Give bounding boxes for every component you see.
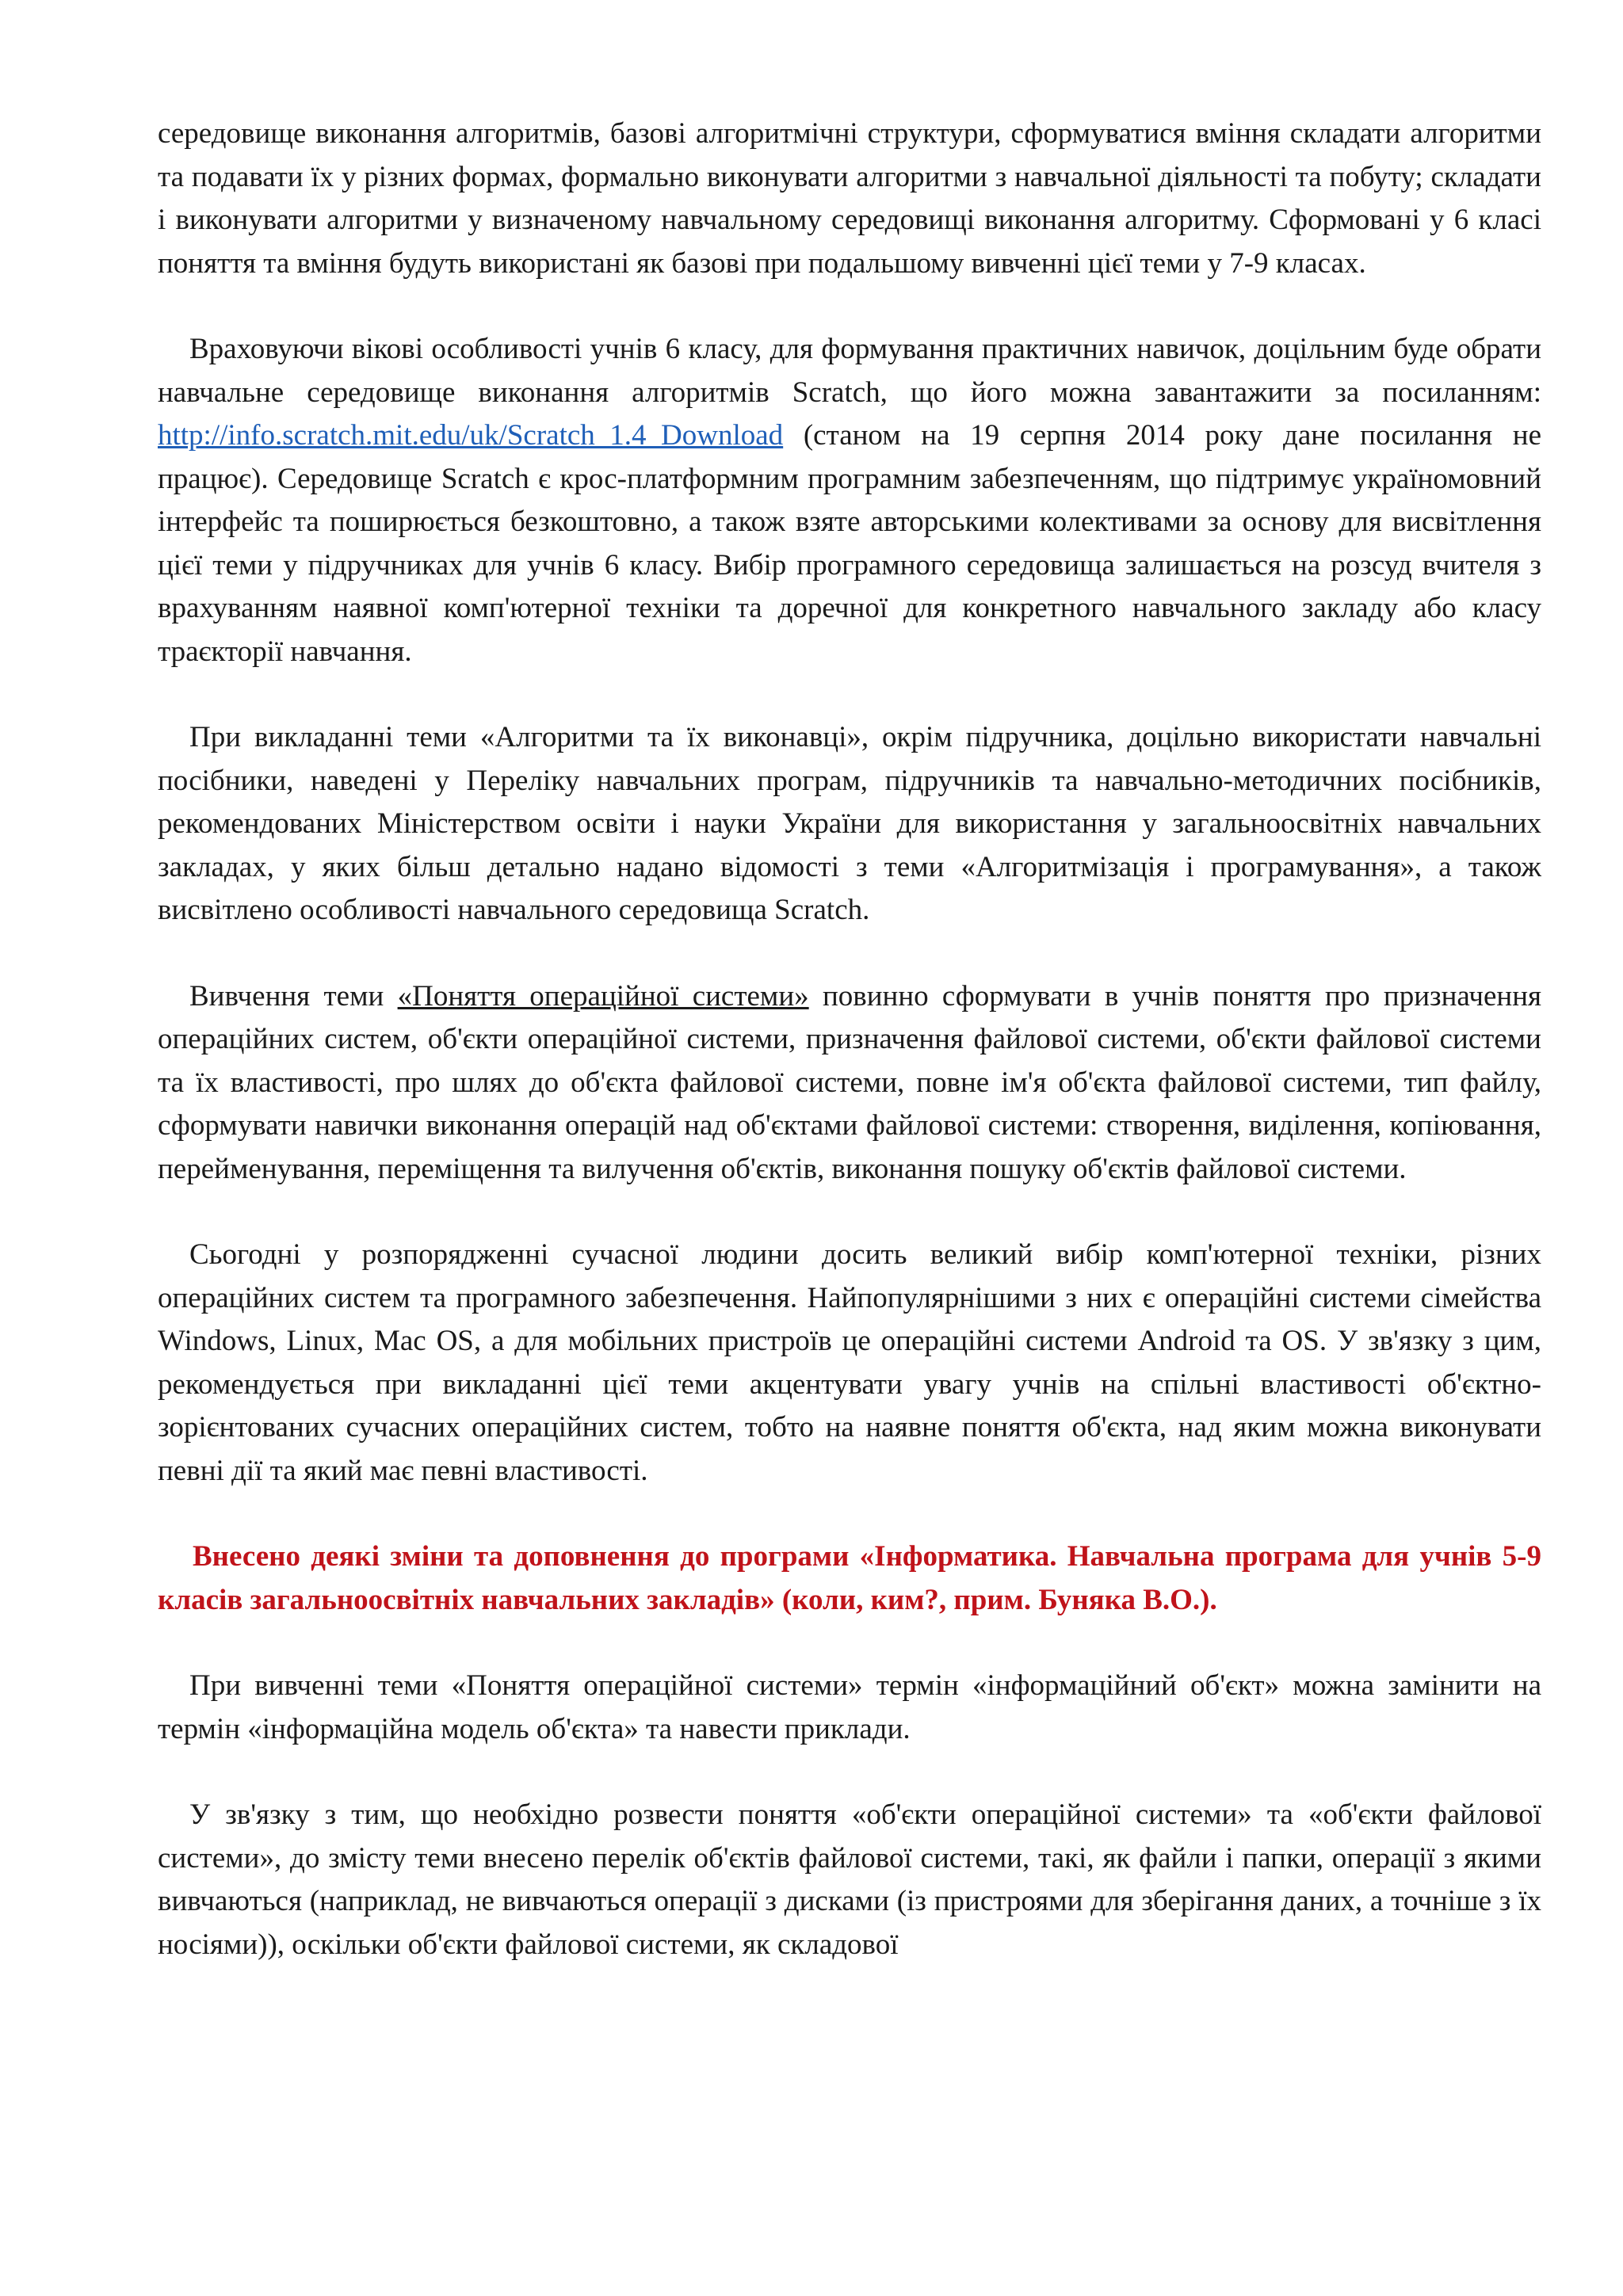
paragraph-information-model: При вивченні теми «Поняття операційної системи» термін «інформаційний об'єкт» можна замінити на термін «інформаційна модель об'єкта» та навести приклади. [158, 1669, 1541, 1745]
program-changes-notice: Внесено деякі зміни та доповнення до програми «Інформатика. Навчальна програма для учнів 5-9 класів загальноосвітніх навчальних закладів» (коли, ким?, прим. Буняка В.О.). [158, 1540, 1541, 1616]
document-page [158, 113, 1541, 2009]
paragraph-os-concept [158, 975, 1541, 1192]
paragraph-os-text-after: повинно сформувати в учнів поняття про призначення операційних систем, об'єкти операційної системи, призначення файлової системи, об'єкти файлової системи та їх властивості, про шлях до об'єкта файлової системи, повне ім'я об'єкта файлової системи, тип файлу, сформувати навички виконання операцій над об'єктами файлової системи: створення, виділення, копіювання, перейменування, переміщення та вилучення об'єктів, виконання пошуку об'єктів файлової системи. [158, 979, 1542, 1185]
paragraph-os-text-before: Вивчення теми [189, 979, 398, 1013]
scratch-download-link[interactable]: http://info.scratch.mit.edu/uk/Scratch_1.4_Download [158, 419, 784, 452]
paragraph-file-system-objects: У зв'язку з тим, що необхідно розвести поняття «об'єкти операційної системи» та «об'єкти файлової системи», до змісту теми внесено перелік об'єктів файлової системи, такі, як файли і папки, операції з якими вивчаються (наприклад, не вивчаються операції з дисками (із пристроями для зберігання даних, а точніше з їх носіями)), оскільки об'єкти файлової системи, як складової [158, 1798, 1541, 1961]
paragraph-scratch-text-before: Враховуючи вікові особливості учнів 6 класу, для формування практичних навичок, доцільним буде обрати навчальне середовище виконання алгоритмів Scratch, що його можна завантажити за посиланням: [158, 333, 1541, 409]
os-topic-title: «Поняття операційної системи» [397, 979, 809, 1013]
paragraph-scratch-environment [158, 328, 1541, 673]
paragraph-algorithms-intro: середовище виконання алгоритмів, базові алгоритмічні структури, сформуватися вміння складати алгоритми та подавати їх у різних формах, формально виконувати алгоритми з навчальної діяльності та побуту; складати і виконувати алгоритми у визначеному навчальному середовищі виконання алгоритму. Сформовані у 6 класі поняття та вміння будуть використані як базові при подальшому вивченні цієї теми у 7-9 класах. [158, 117, 1541, 280]
paragraph-scratch-text-after: (станом на 19 серпня 2014 року дане посилання не працює). Середовище Scratch є крос-платформним програмним забезпеченням, що підтримує україномовний інтерфейс та поширюється безкоштовно, а також взяте авторськими колективами за основу для висвітлення цієї теми у підручниках для учнів 6 класу. Вибір програмного середовища залишається на розсуд вчителя з врахуванням наявної комп'ютерної техніки та доречної для конкретного навчального закладу або класу траєкторії навчання. [158, 419, 1541, 668]
paragraph-algorithms-teaching: При викладанні теми «Алгоритми та їх виконавці», окрім підручника, доцільно використати навчальні посібники, наведені у Переліку навчальних програм, підручників та навчально-методичних посібників, рекомендованих Міністерством освіти і науки України для використання у загальноосвітніх навчальних закладах, у яких більш детально надано відомості з теми «Алгоритмізація і програмування», а також висвітлено особливості навчального середовища Scratch. [158, 721, 1541, 926]
paragraph-modern-os: Сьогодні у розпорядженні сучасної людини досить великий вибір комп'ютерної техніки, різних операційних систем та програмного забезпечення. Найпопулярнішими з них є операційні системи сімейства Windows, Linux, Mac OS, а для мобільних пристроїв це операційні системи Android та OS. У зв'язку з цим, рекомендується при викладанні цієї теми акцентувати увагу учнів на спільні властивості об'єктно-зорієнтованих сучасних операційних систем, тобто на наявне поняття об'єкта, над яким можна виконувати певні дії та який має певні властивості. [158, 1238, 1541, 1487]
